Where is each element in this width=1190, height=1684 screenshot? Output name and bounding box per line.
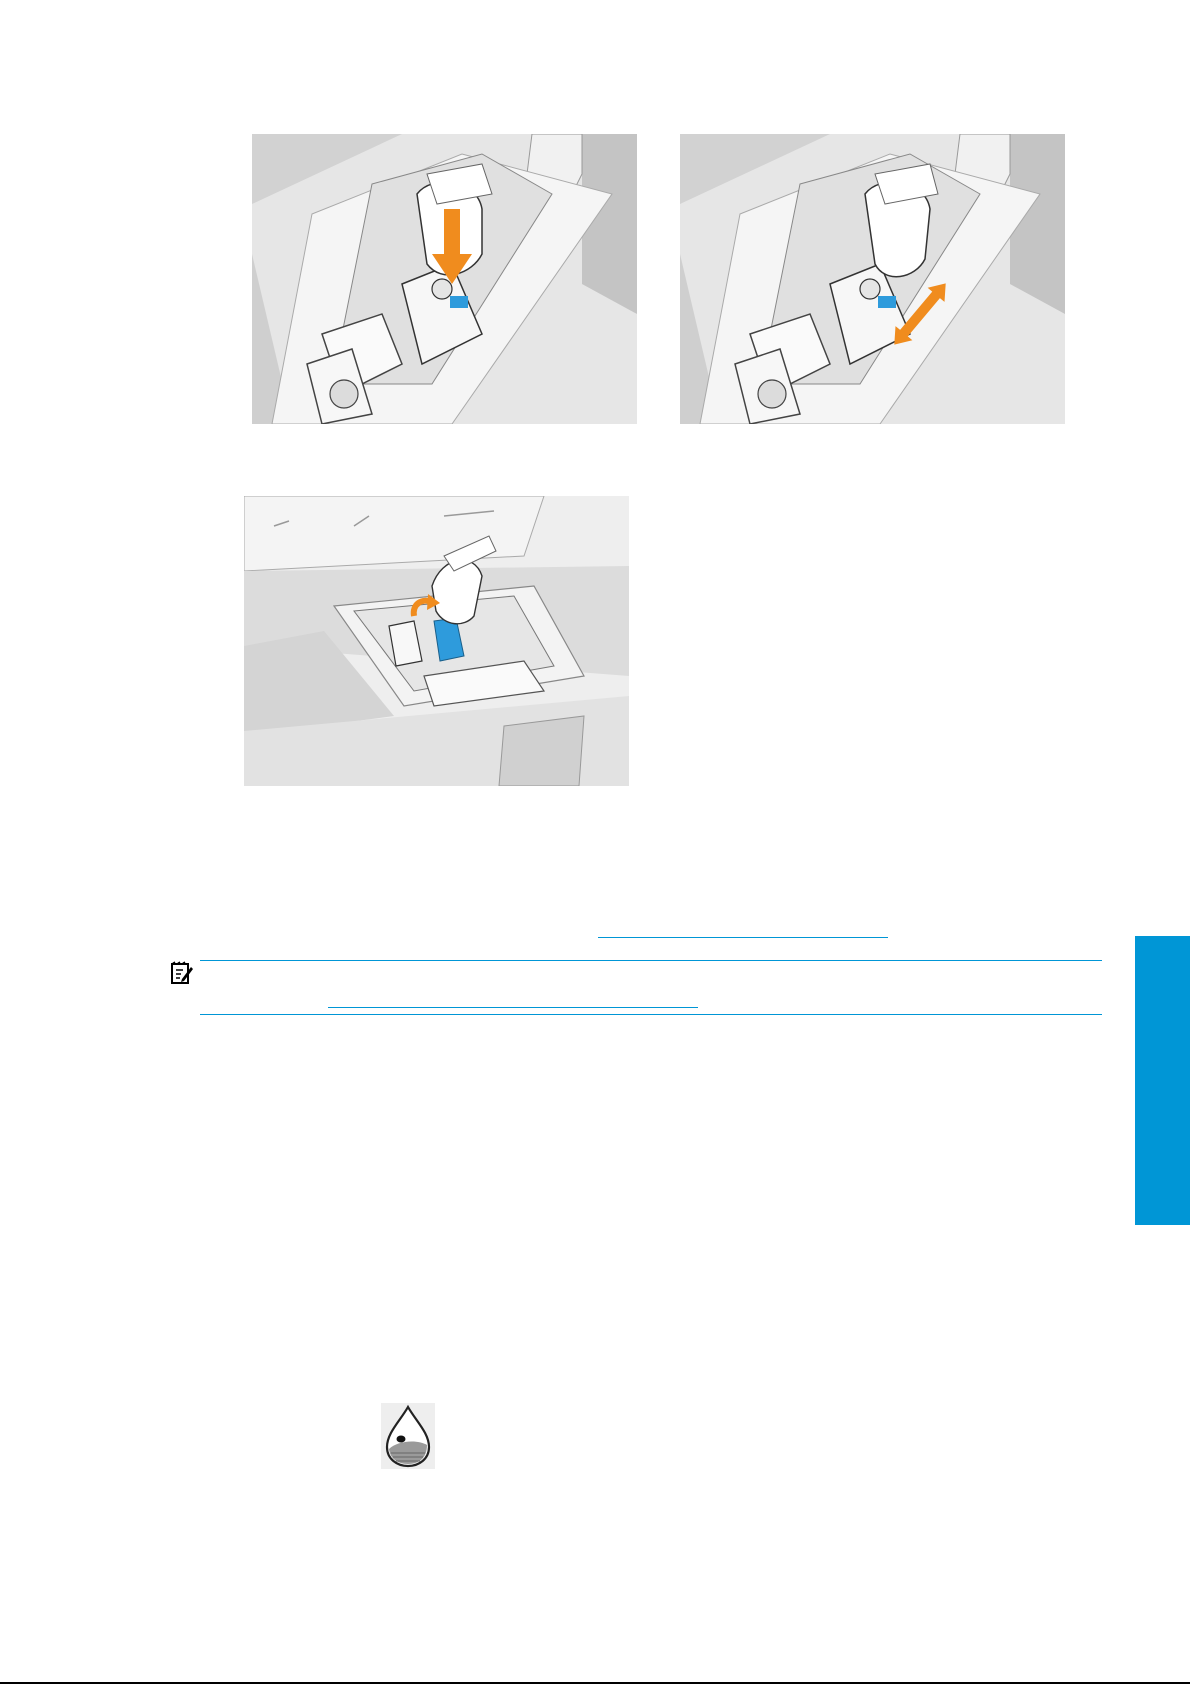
note-top-rule <box>200 960 1102 961</box>
chapter-side-tab <box>1135 936 1190 1225</box>
hyperlink-underline[interactable] <box>598 937 888 938</box>
figure-insert-printhead <box>252 134 637 424</box>
figure-push-printhead <box>680 134 1065 424</box>
ink-drop-icon <box>381 1403 435 1469</box>
note-bottom-rule <box>200 1014 1102 1015</box>
note-hyperlink-underline[interactable] <box>328 1007 698 1008</box>
figure-close-latch <box>244 496 629 786</box>
note-icon <box>170 961 194 985</box>
